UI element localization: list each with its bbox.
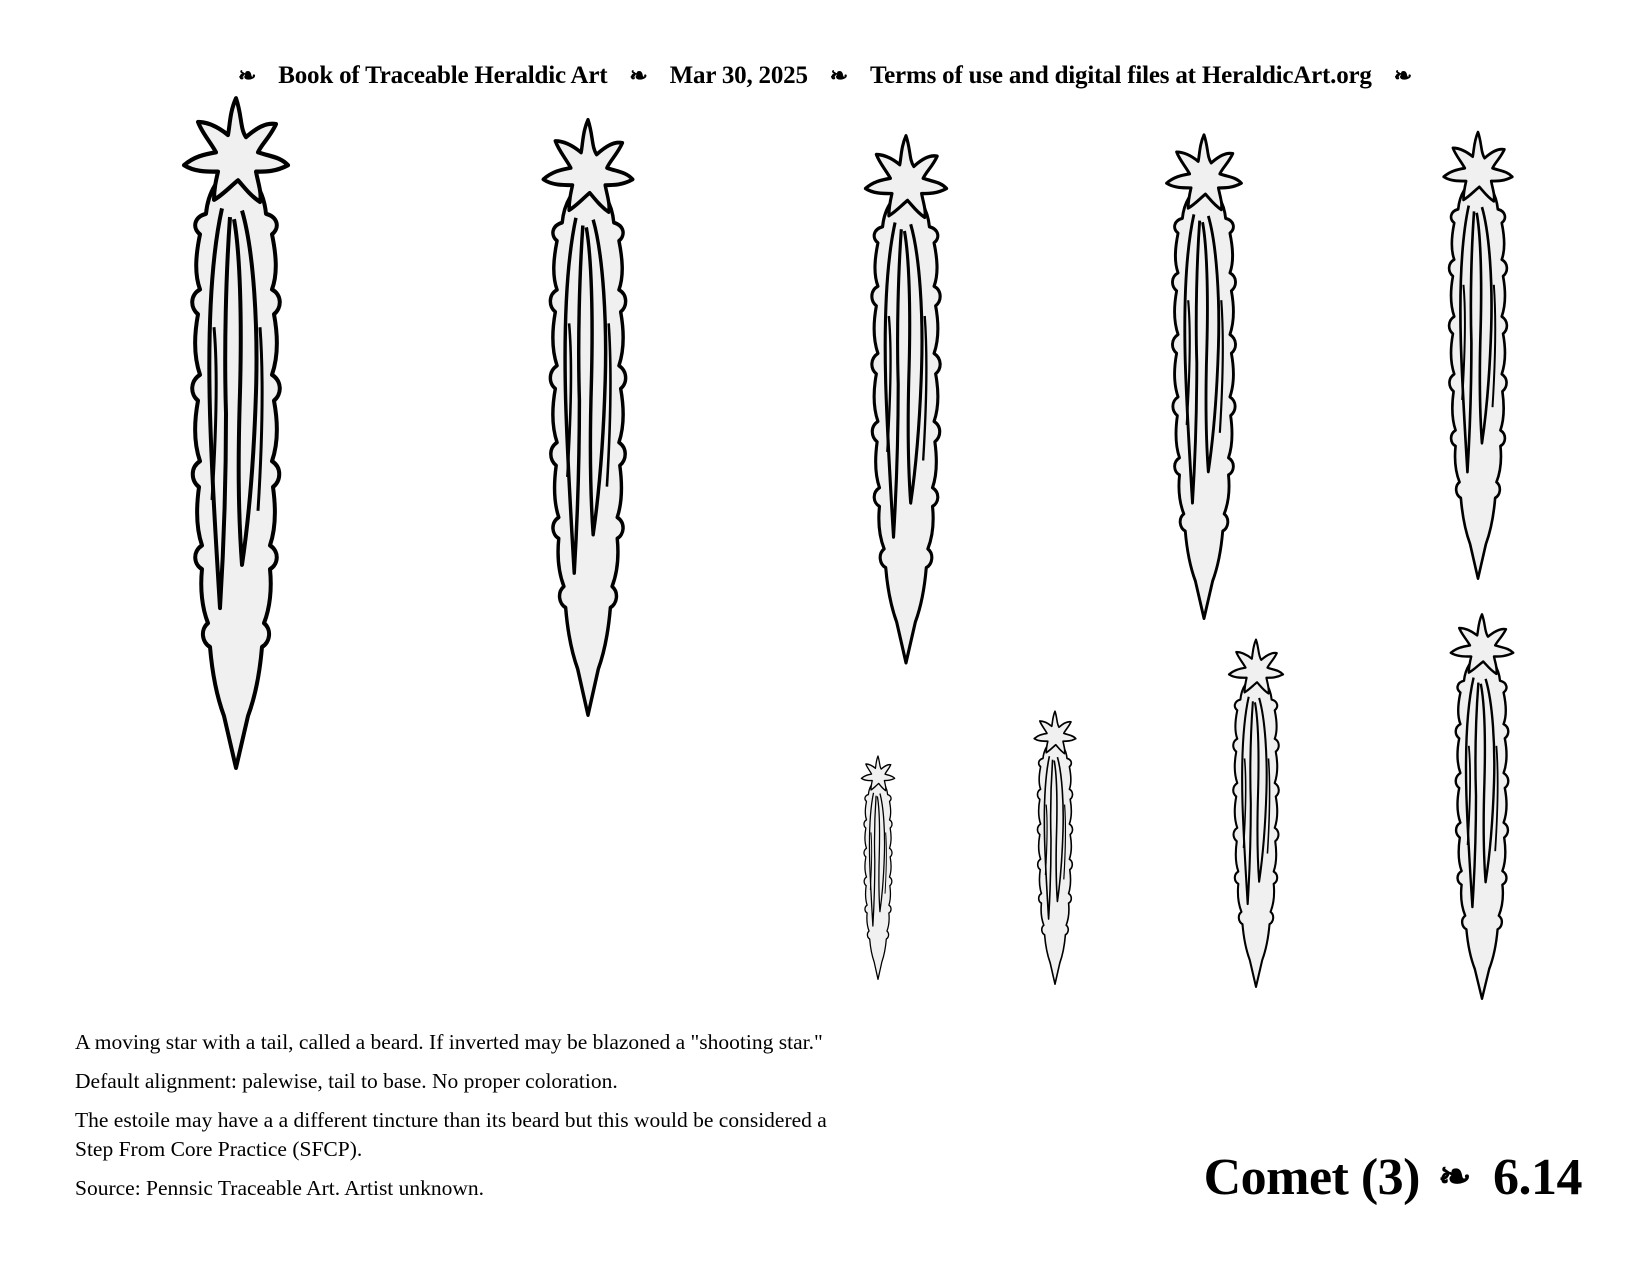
comet-figure-large (184, 98, 288, 768)
description-tincture-note: The estoile may have a a different tincture than its beard but this would be considered a Step From Core Practice (SFCP). (75, 1108, 827, 1161)
fleuron-icon: ❧ (1393, 63, 1412, 88)
comet-figure (1034, 711, 1076, 984)
fleuron-icon: ❧ (1437, 1154, 1471, 1199)
comet-figure (1451, 614, 1513, 998)
comet-figure (865, 136, 946, 663)
comet-figure (1444, 132, 1513, 578)
publication-date: Mar 30, 2025 (669, 62, 808, 89)
fleuron-icon: ❧ (238, 63, 257, 88)
terms-note: Terms of use and digital files at HeraldicArt.org (869, 62, 1372, 89)
description-definition: A moving star with a tail, called a beard. If inverted may be blazoned a "shooting star." (75, 1030, 823, 1054)
description (75, 1028, 975, 1213)
comet-figure (543, 120, 632, 715)
plate-name: Comet (3) (1203, 1149, 1420, 1206)
comet-figure (1167, 135, 1242, 619)
description-alignment: Default alignment: palewise, tail to base. No proper coloration. (75, 1069, 618, 1093)
comet-figure (1229, 640, 1283, 987)
fleuron-icon: ❧ (829, 63, 848, 88)
comet-figure-small (861, 756, 894, 979)
book-title: Book of Traceable Heraldic Art (278, 62, 608, 89)
fleuron-icon: ❧ (629, 63, 648, 88)
plate-title (1204, 1148, 1582, 1207)
plate-number: 6.14 (1493, 1149, 1582, 1206)
description-source: Source: Pennsic Traceable Art. Artist unknown. (75, 1176, 485, 1200)
